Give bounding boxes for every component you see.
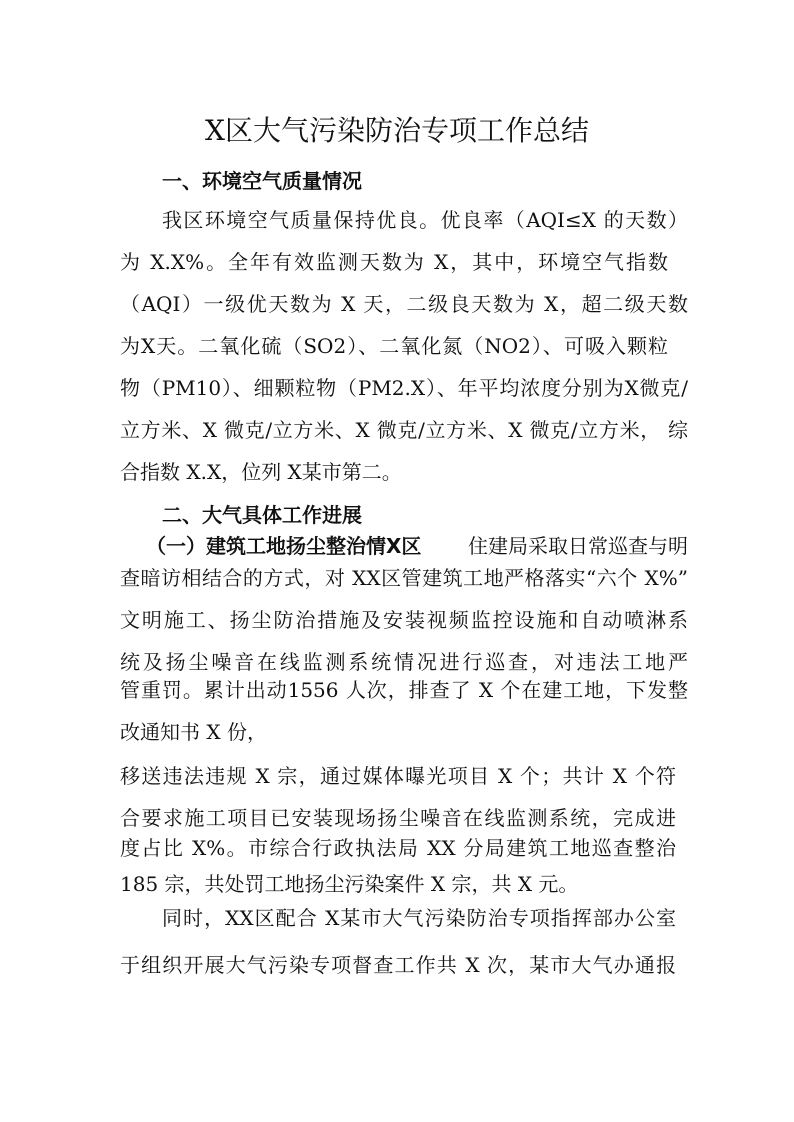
document-title: X区大气污染防治专项工作总结 — [205, 114, 589, 147]
paragraph-line: 于组织开展大气污染专项督查工作共 X 次，某市大气办通报 — [120, 953, 676, 977]
paragraph-line: 文明施工、扬尘防治措施及安装视频监控设施和自动喷淋系 — [120, 608, 688, 632]
paragraph-text: 住建局采取日常巡查与明 — [468, 534, 688, 558]
paragraph-line: 统及扬尘噪音在线监测系统情况进行巡查，对违法工地严 — [120, 650, 688, 674]
subsection-first-line — [146, 534, 688, 558]
paragraph-line: 查暗访相结合的方式，对 XX区管建筑工地严格落实“六个 X%” — [120, 566, 688, 590]
paragraph-line: 为 X.X%。全年有效监测天数为 X，其中，环境空气指数 — [120, 250, 668, 274]
paragraph-line: 为X天。二氧化硫（SO2）、二氧化氮（NO2）、可吸入颗粒 — [120, 334, 668, 358]
paragraph-line: 立方米、X 微克/立方米、X 微克/立方米、X 微克/立方米， 综 — [120, 418, 688, 442]
section2-heading: 二、大气具体工作进展 — [162, 503, 362, 527]
paragraph-line: 185 宗，共处罚工地扬尘污染案件 X 宗，共 X 元。 — [120, 872, 579, 896]
paragraph-line: 同时，XX区配合 X某市大气污染防治专项指挥部办公室 — [162, 906, 676, 930]
paragraph-line: 管重罚。累计出动1556 人次，排查了 X 个在建工地，下发整 — [120, 678, 688, 702]
paragraph-line: 合指数 X.X，位列 X某市第二。 — [120, 460, 402, 484]
paragraph-line: （AQI）一级优天数为 X 天，二级良天数为 X，超二级天数 — [120, 292, 688, 316]
paragraph-line: 合要求施工项目已安装现场扬尘噪音在线监测系统，完成进 — [120, 806, 676, 830]
subsection-heading: （一）建筑工地扬尘整治情X区 — [146, 534, 422, 558]
paragraph-line: 改通知书 X 份， — [120, 720, 267, 744]
paragraph-line: 物（PM10）、细颗粒物（PM2.X）、年平均浓度分别为X微克/ — [120, 376, 688, 400]
paragraph-line: 我区环境空气质量保持优良。优良率（AQI≤X 的天数） — [162, 208, 688, 232]
paragraph-line: 度占比 X%。市综合行政执法局 XX 分局建筑工地巡查整治 — [120, 836, 676, 860]
paragraph-line: 移送违法违规 X 宗，通过媒体曝光项目 X 个；共计 X 个符 — [120, 764, 676, 788]
section1-heading: 一、环境空气质量情况 — [162, 169, 362, 193]
